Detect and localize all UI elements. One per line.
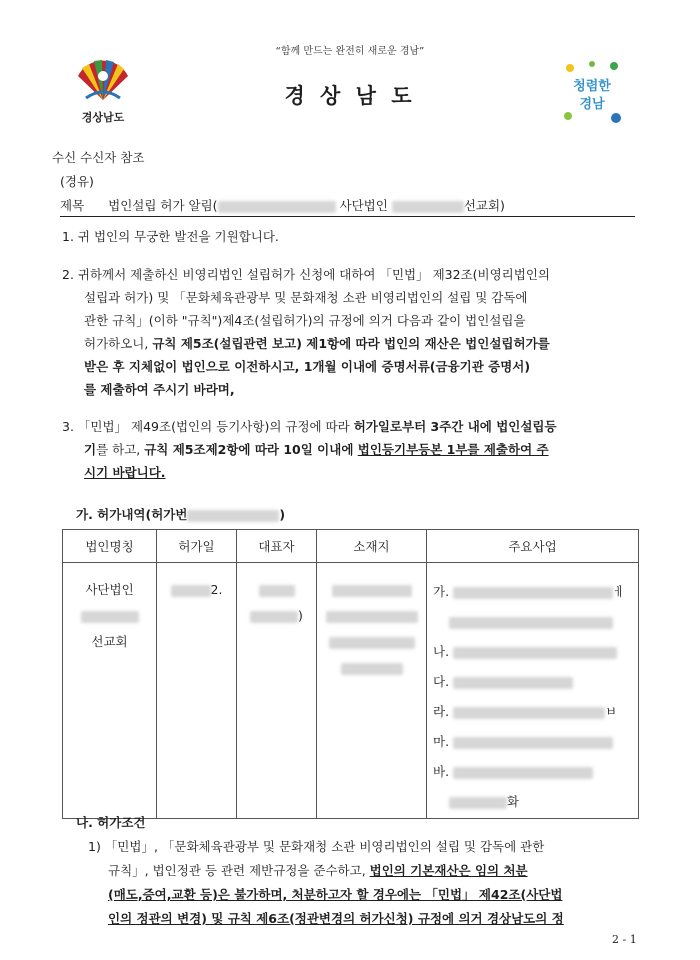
permit-heading-text: 가. 허가내역(허가번 [76, 507, 188, 522]
table-row [63, 563, 639, 819]
redacted-block [453, 647, 617, 659]
business-item [433, 607, 637, 637]
corporation-name-line: 사단법인 [85, 582, 134, 597]
redacted-block [453, 767, 593, 779]
slogan: “함께 만드는 완전히 새로운 경남” [275, 46, 425, 57]
business-item-label: 라. [433, 704, 450, 719]
paragraph-2-bold-text: 규칙 제5조(설립관련 보고) 제1항에 따라 법인의 재산은 법인설립허가를 [152, 336, 550, 351]
redacted-block [259, 585, 295, 597]
business-item [433, 667, 637, 697]
subject-line [60, 197, 505, 215]
business-item-label: 바. [433, 764, 450, 779]
subject-text-3: 선교회) [463, 198, 505, 213]
redacted-block [81, 611, 139, 623]
permit-heading-close: ) [279, 507, 286, 522]
representative-suffix: ) [298, 608, 303, 623]
paragraph-2-line: 2. 귀하께서 제출하신 비영리법인 설립허가 신청에 대하여 「민법」 제32조(비영리법인의 [62, 267, 550, 282]
paragraph-2-line: 관한 규칙」(이하 "규칙")제4조(설립허가)의 규정에 의거 다음과 같이 법인설립을 [84, 313, 526, 328]
subject-text-1: 법인설립 허가 알림( [108, 198, 218, 213]
condition-text: 규칙」, 법인정관 등 관련 제반규정을 준수하고, [108, 863, 370, 878]
business-item-label: 다. [433, 674, 450, 689]
business-item [433, 577, 637, 607]
address-line [318, 603, 425, 629]
page-number: 2 - 1 [612, 933, 637, 946]
column-header: 법인명칭 [63, 530, 157, 563]
paragraph-3-line [62, 418, 557, 436]
clean-gyeongnam-logo [560, 58, 624, 128]
redacted-block [329, 637, 415, 649]
business-item [433, 787, 637, 817]
business-item-label: 나. [433, 644, 450, 659]
subject-divider [60, 216, 635, 217]
condition-underlined-line: 인의 정관의 변경) 및 규칙 제6조(정관변경의 허가신청) 규정에 의거 경상남도의 정 [108, 911, 564, 926]
paragraph-2-bold-line: 를 제출하여 주시기 바라며, [84, 382, 235, 397]
redacted-block [453, 677, 573, 689]
business-item [433, 637, 637, 667]
redacted-block [332, 585, 412, 597]
permit-date-cell [157, 563, 237, 819]
business-item-label: 가. [433, 584, 450, 599]
business-item [433, 757, 637, 787]
redacted-block [392, 201, 464, 213]
redacted-block [341, 663, 403, 675]
address-line [318, 577, 425, 603]
condition-line: 1) 「민법」, 「문화체육관광부 및 문화재청 소관 비영리법인의 설립 및 감독에 관한 [88, 839, 545, 854]
address-line [318, 655, 425, 681]
paragraph-1: 1. 귀 법인의 무궁한 발전을 기원합니다. [62, 229, 279, 244]
via-line: (경유) [60, 174, 94, 189]
subject-text-2: 사단법인 [335, 198, 392, 213]
redacted-block [218, 201, 336, 213]
paragraph-2-text: 허가하오니, [84, 336, 153, 351]
paragraph-2-line [84, 335, 550, 353]
column-header: 주요사업 [427, 530, 639, 563]
subject-label: 제목 [60, 198, 85, 213]
business-item-tail: 화 [506, 794, 519, 809]
recipient-line: 수신 수신자 참조 [52, 150, 145, 165]
svg-text:청렴한: 청렴한 [573, 79, 611, 94]
redacted-block [250, 611, 298, 623]
condition-line [108, 862, 528, 880]
redacted-block [449, 617, 613, 629]
permit-details-table [62, 529, 639, 819]
permit-date-suffix: 2. [210, 582, 223, 597]
paragraph-3-underlined-line: 시기 바랍니다. [84, 465, 166, 480]
document-title: 경 상 남 도 [284, 84, 416, 108]
address-cell [317, 563, 427, 819]
business-item-label: 마. [433, 734, 450, 749]
corporation-name-line [64, 603, 155, 629]
permit-date-line [158, 577, 235, 603]
column-header: 허가일 [157, 530, 237, 563]
redacted-block [171, 585, 211, 597]
corporation-name-line: 선교회 [91, 634, 128, 649]
paragraph-2-bold-line: 받은 후 지체없이 법인으로 이전하시고, 1개월 이내에 증명서류(금융기관 증명서) [84, 359, 531, 374]
redacted-block [187, 510, 279, 522]
condition-underlined-text: 법인의 기본재산은 임의 처분 [369, 863, 528, 878]
representative-line [238, 603, 315, 629]
paragraph-3-underlined-text: 법인등기부등본 1부를 제출하여 주 [357, 442, 549, 457]
representative-line [238, 577, 315, 603]
svg-text:경남: 경남 [579, 97, 605, 112]
representative-cell [237, 563, 317, 819]
business-item [433, 697, 637, 727]
paragraph-3-bold-text: 기 [84, 442, 97, 457]
redacted-block [453, 587, 613, 599]
paragraph-2-line: 설립과 허가) 및 「문화체육관광부 및 문화재청 소관 비영리법인의 설립 및 감독에 [84, 290, 528, 305]
paragraph-3-bold-text: 규칙 제5조제2항에 따라 10일 이내에 [144, 442, 358, 457]
permit-conditions-heading: 나. 허가조건 [76, 815, 146, 830]
business-item [433, 727, 637, 757]
paragraph-3-text: 3. 「민법」 제49조(법인의 등기사항)의 규정에 따라 [62, 419, 354, 434]
permit-details-heading [76, 506, 285, 524]
redacted-block [453, 707, 605, 719]
business-item-trail: ㅂ [605, 704, 618, 719]
paragraph-3-bold-text: 허가일로부터 3주간 내에 법인설립등 [353, 419, 557, 434]
corporation-name-cell [63, 563, 157, 819]
redacted-block [449, 797, 507, 809]
address-line [318, 629, 425, 655]
business-item-trail: ㅔ [613, 584, 626, 599]
redacted-block [326, 611, 418, 623]
clean-gyeongnam-emblem-icon [560, 58, 624, 128]
paragraph-3-line [84, 441, 549, 459]
column-header: 소재지 [317, 530, 427, 563]
column-header: 대표자 [237, 530, 317, 563]
left-logo-text: 경상남도 [81, 111, 125, 124]
paragraph-3-text: 를 하고, [96, 442, 145, 457]
main-business-cell [427, 563, 639, 819]
table-header-row [63, 530, 639, 563]
redacted-block [453, 737, 613, 749]
condition-underlined-line: (매도,증여,교환 등)은 불가하며, 처분하고자 할 경우에는 「민법」 제42조(사단법 [108, 887, 563, 902]
